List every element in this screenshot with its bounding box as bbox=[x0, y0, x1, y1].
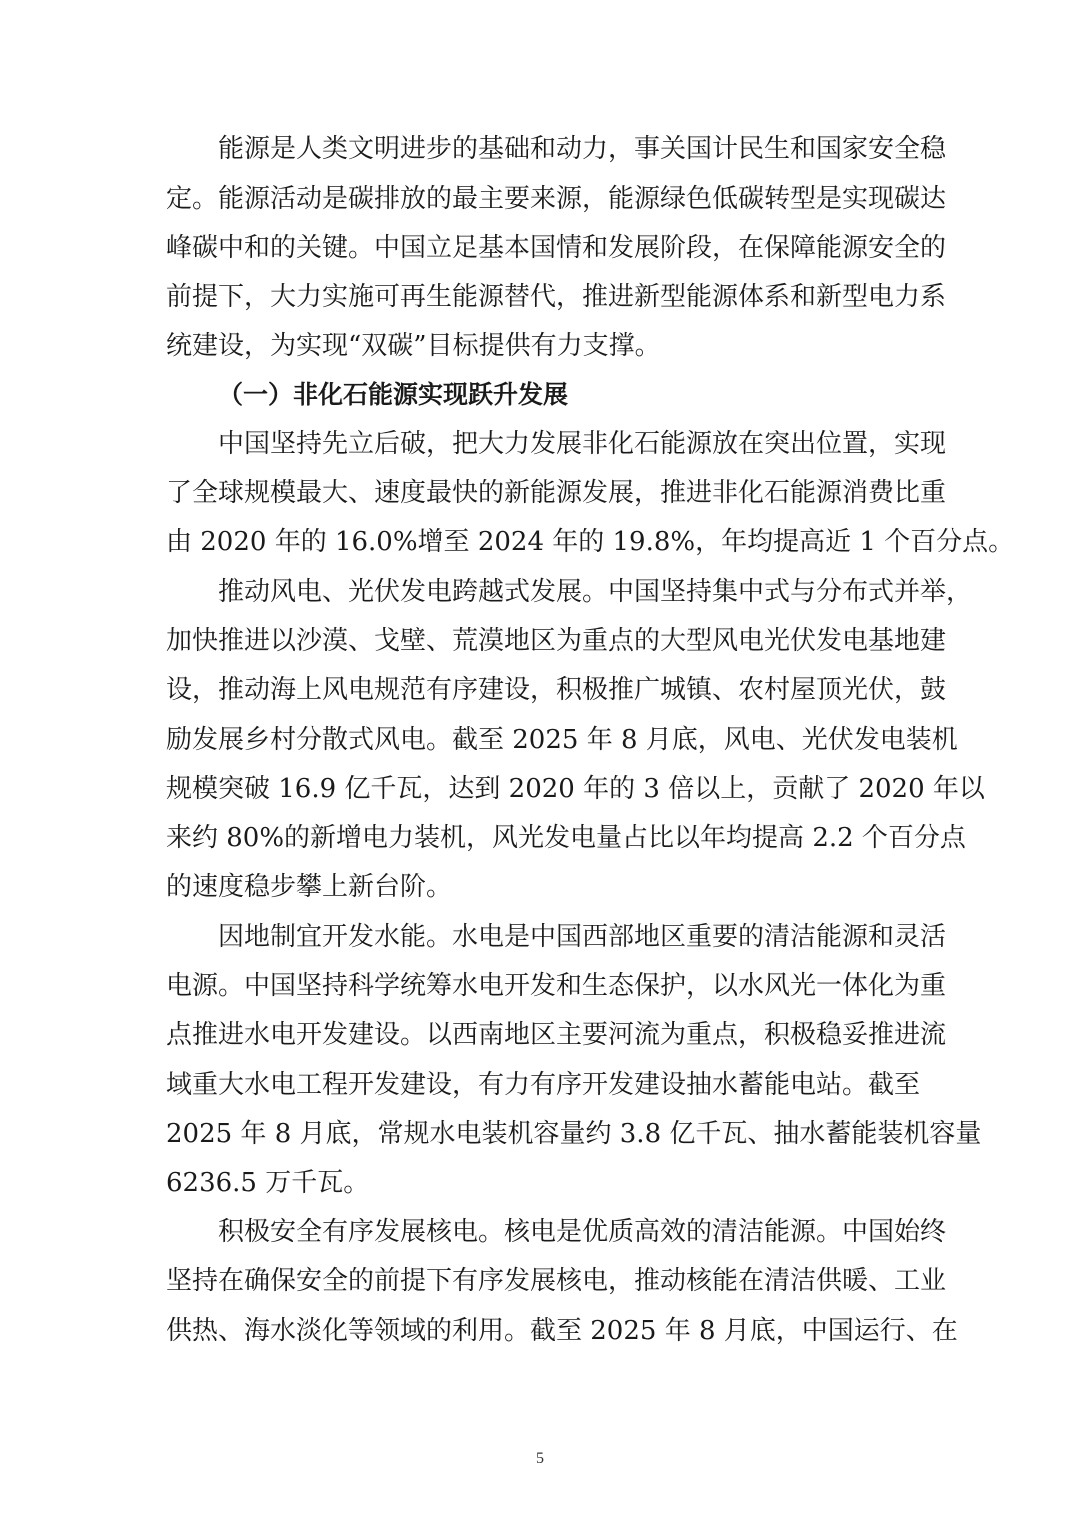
paragraph-3-line-2: 加快推进以沙漠、戈壁、荒漠地区为重点的大型风电光伏发电基地建 bbox=[166, 626, 947, 656]
paragraph-1-line-3: 峰碳中和的关键。中国立足基本国情和发展阶段，在保障能源安全的 bbox=[166, 233, 947, 263]
paragraph-3-line-5: 规模突破 16.9 亿千瓦，达到 2020 年的 3 倍以上，贡献了 2020 年以 bbox=[166, 774, 985, 804]
paragraph-3-line-6: 来约 80%的新增电力装机，风光发电量占比以年均提高 2.2 个百分点 bbox=[166, 823, 966, 853]
paragraph-5-line-2: 坚持在确保安全的前提下有序发展核电，推动核能在清洁供暖、工业 bbox=[166, 1266, 947, 1296]
paragraph-4-line-2: 电源。中国坚持科学统筹水电开发和生态保护，以水风光一体化为重 bbox=[166, 971, 947, 1001]
section-heading: （一）非化石能源实现跃升发展 bbox=[218, 380, 569, 409]
paragraph-2-line-1: 中国坚持先立后破，把大力发展非化石能源放在突出位置，实现 bbox=[218, 429, 947, 459]
paragraph-2-line-2: 了全球规模最大、速度最快的新能源发展，推进非化石能源消费比重 bbox=[166, 478, 947, 508]
paragraph-5-line-1: 积极安全有序发展核电。核电是优质高效的清洁能源。中国始终 bbox=[218, 1217, 947, 1247]
paragraph-4-line-6: 6236.5 万千瓦。 bbox=[166, 1168, 370, 1198]
paragraph-2-line-3: 由 2020 年的 16.0%增至 2024 年的 19.8%，年均提高近 1 个百分点。 bbox=[166, 527, 1015, 557]
paragraph-1-line-2: 定。能源活动是碳排放的最主要来源，能源绿色低碳转型是实现碳达 bbox=[166, 184, 947, 214]
paragraph-4-line-3: 点推进水电开发建设。以西南地区主要河流为重点，积极稳妥推进流 bbox=[166, 1020, 947, 1050]
paragraph-4-line-1: 因地制宜开发水能。水电是中国西部地区重要的清洁能源和灵活 bbox=[218, 922, 947, 952]
paragraph-1-line-4: 前提下，大力实施可再生能源替代，推进新型能源体系和新型电力系 bbox=[166, 282, 947, 312]
paragraph-4-line-4: 域重大水电工程开发建设，有力有序开发建设抽水蓄能电站。截至 bbox=[166, 1070, 921, 1100]
paragraph-5-line-3: 供热、海水淡化等领域的利用。截至 2025 年 8 月底，中国运行、在 bbox=[166, 1316, 958, 1346]
paragraph-3-line-7: 的速度稳步攀上新台阶。 bbox=[166, 872, 453, 902]
page-number: 5 bbox=[536, 1450, 544, 1467]
paragraph-4-line-5: 2025 年 8 月底，常规水电装机容量约 3.8 亿千瓦、抽水蓄能装机容量 bbox=[166, 1119, 982, 1149]
paragraph-3-line-3: 设，推动海上风电规范有序建设，积极推广城镇、农村屋顶光伏，鼓 bbox=[166, 675, 947, 705]
paragraph-1-line-5: 统建设，为实现“双碳”目标提供有力支撑。 bbox=[166, 331, 661, 361]
paragraph-3-line-1: 推动风电、光伏发电跨越式发展。中国坚持集中式与分布式并举， bbox=[218, 577, 973, 607]
paragraph-3-line-4: 励发展乡村分散式风电。截至 2025 年 8 月底，风电、光伏发电装机 bbox=[166, 725, 958, 755]
paragraph-1-line-1: 能源是人类文明进步的基础和动力，事关国计民生和国家安全稳 bbox=[218, 134, 947, 164]
